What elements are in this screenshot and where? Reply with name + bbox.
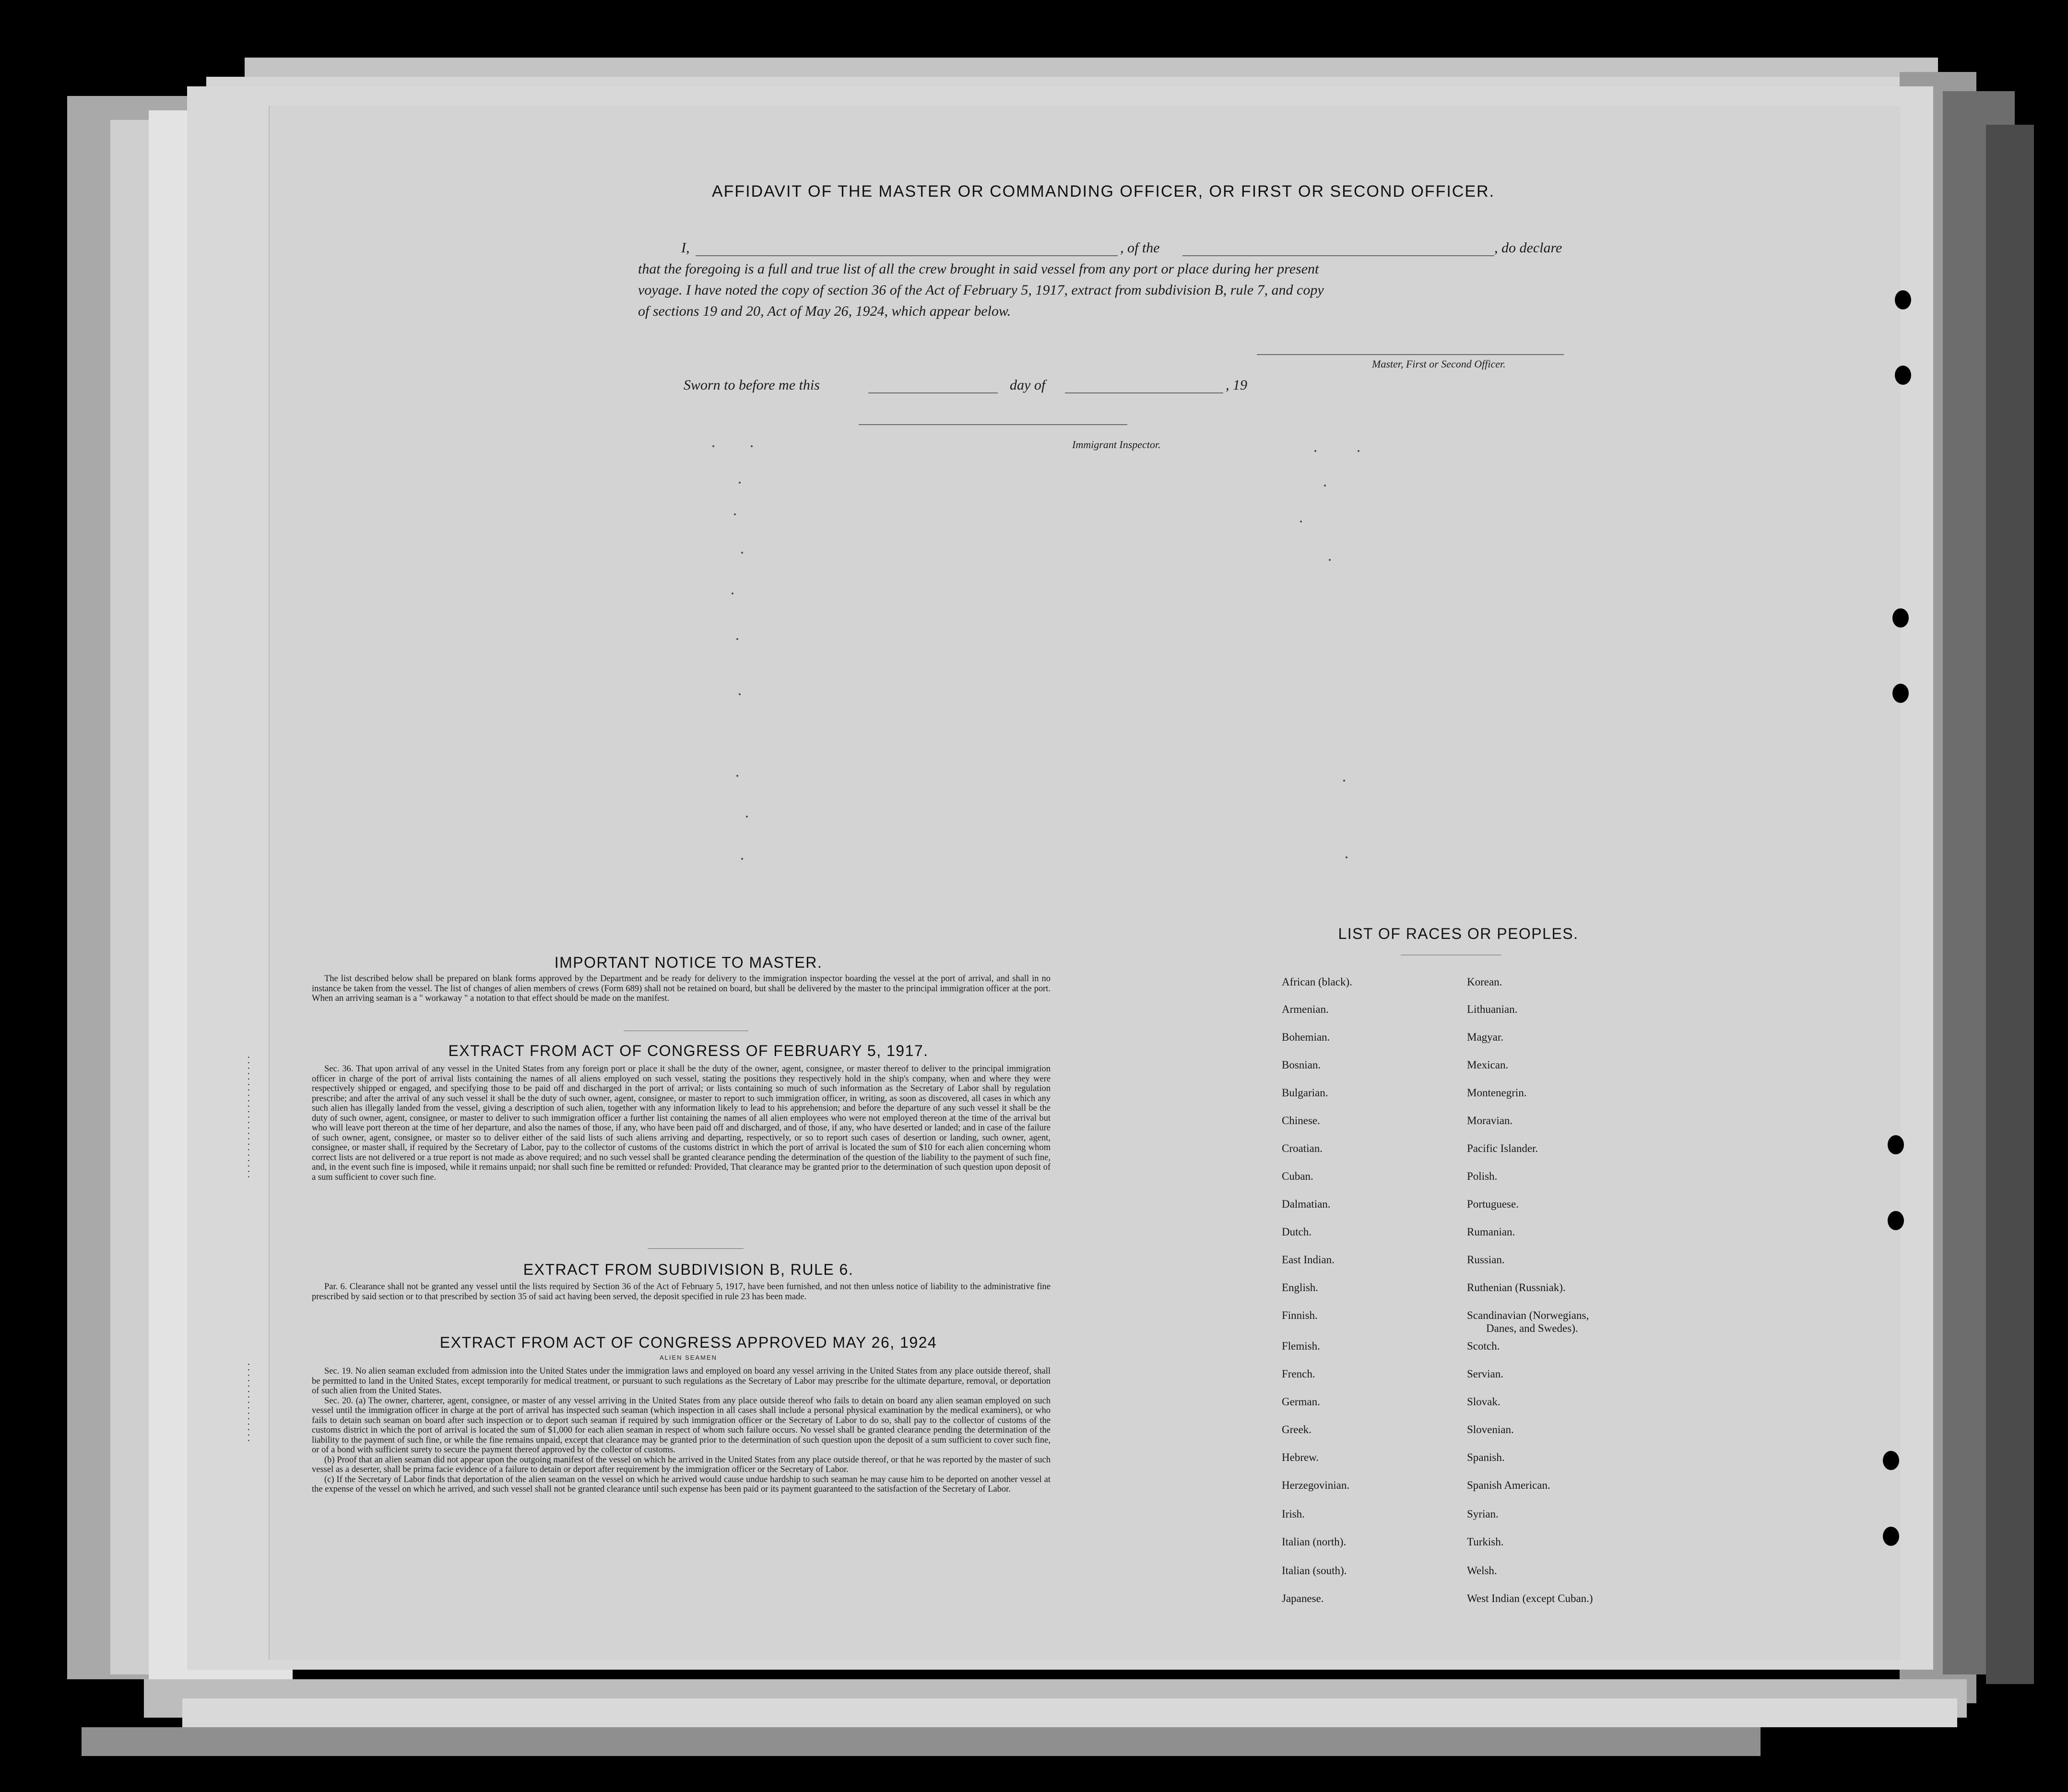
race-item: Portuguese. [1467, 1198, 1519, 1210]
punch-hole [1888, 1135, 1904, 1154]
extract-rule6-heading: EXTRACT FROM SUBDIVISION B, RULE 6. [523, 1261, 854, 1278]
inspector-caption: Immigrant Inspector. [1072, 439, 1161, 451]
signature-caption: Master, First or Second Officer. [1372, 358, 1506, 370]
sec-36-paragraph: Sec. 36. That upon arrival of any vessel in the United States from any foreign port or place it shall be the duty of the owner, agent, consignee, or master thereof to deliver to the principal immigration officer in charge of the port of arrival lists containing the names of all aliens employed on such vessel, stating the positions they respectively hold in the ship's company, when and where they were respectively shipped or engaged, and specifying those to be paid off and discharged in the port of arrival; or lists containing so much of such information as the Secretary of Labor shall by regulation prescribe; and after the arrival of any such vessel it shall be the duty of such owner, agent, consignee, or master to report to such immigration officer, in writing, as soon as discovered, all cases in which any such alien has illegally landed from the vessel, giving a description of such alien, together with any information likely to lead to his apprehension; and before the departure of any such vessel it shall be the duty of such owner, agent, consignee, or master to deliver to such immigration officer a further list containing the names of all alien employees who were not employed thereon at the time of the arrival but who will leave port thereon at the time of her departure, and also the names of those, if any, who have been paid off and discharged, and of those, if any, who have deserted or landed; and in case of the failure of such owner, agent, consignee, or master so to deliver either of the said lists of such aliens arriving and departing, respectively, or so to report such cases of desertion or landing, such owner, agent, consignee, or master shall, if required by the Secretary of Labor, pay to the collector of customs of the customs district in which the port of arrival is located the sum of $10 for each alien concerning whom correct lists are not delivered or a true report is not made as above required; and no such vessel shall be granted clearance pending the determination of the question of the liability to the payment of such fine, and, in the event such fine is imposed, while it remains unpaid; nor shall such fine be remitted or refunded: Provided, That clearance may be granted prior to the determination of such question upon deposit of a sum sufficient to cover such fine. [312, 1064, 1051, 1182]
race-item: Slovak. [1467, 1396, 1501, 1408]
race-item: Croatian. [1282, 1142, 1323, 1154]
print-mark [712, 445, 714, 447]
print-mark [741, 552, 743, 554]
print-mark [1329, 559, 1331, 561]
race-item: Rumanian. [1467, 1226, 1515, 1238]
signature-line [1257, 354, 1564, 355]
name-line [696, 255, 1118, 256]
print-mark [746, 816, 748, 818]
print-mark [739, 693, 741, 695]
race-item: Pacific Islander. [1467, 1142, 1538, 1154]
print-mark [734, 513, 736, 515]
affidavit-text: voyage. I have noted the copy of section 36 of the Act of February 5, 1917, extract from subdivision B, rule 7, and copy [638, 282, 1324, 298]
race-item: English. [1282, 1282, 1319, 1294]
par-6-paragraph: Par. 6. Clearance shall not be granted any vessel until the lists required by Section 36 of the Act of February 5, 1917, have been furnished, and not then unless notice of liability to the administrative fine prescribed by said section or to that prescribed by section 35 of said act having been served, the deposit specified in rule 23 has been made. [312, 1282, 1051, 1302]
affidavit-text: that the foregoing is a full and true list of all the crew brought in said vessel from any port or place during her present [638, 261, 1319, 277]
print-mark [1314, 450, 1316, 452]
punch-hole [1895, 290, 1911, 309]
print-mark [1300, 521, 1302, 522]
race-item: Japanese. [1282, 1592, 1324, 1604]
race-item: Lithuanian. [1467, 1003, 1518, 1015]
race-item: African (black). [1282, 976, 1352, 988]
race-item: Irish. [1282, 1508, 1305, 1520]
print-mark [751, 445, 753, 447]
race-item: West Indian (except Cuban.) [1467, 1592, 1593, 1604]
race-item: Magyar. [1467, 1031, 1504, 1043]
race-item: Herzegovinian. [1282, 1479, 1350, 1491]
day-line [868, 392, 998, 393]
race-item: Bohemian. [1282, 1031, 1330, 1043]
race-item: Slovenian. [1467, 1424, 1514, 1436]
race-item: Moravian. [1467, 1115, 1513, 1127]
race-item: Bulgarian. [1282, 1087, 1328, 1099]
race-item: Syrian. [1467, 1508, 1499, 1520]
punch-hole [1888, 1211, 1904, 1230]
race-item: Ruthenian (Russniak). [1467, 1282, 1566, 1294]
race-item: Danes, and Swedes). [1486, 1322, 1578, 1334]
affidavit-of-the: , of the [1120, 240, 1160, 256]
print-mark [736, 775, 738, 777]
print-mark [1343, 780, 1345, 782]
day-of-label: day of [1010, 377, 1046, 393]
race-item: East Indian. [1282, 1254, 1335, 1266]
affidavit-do-declare: , do declare [1494, 240, 1562, 256]
section-divider [648, 1248, 744, 1249]
margin-bleed-text: ······················· [243, 1056, 255, 1181]
year-label: , 19 [1226, 377, 1247, 393]
race-item: Spanish. [1467, 1451, 1505, 1463]
race-item: Turkish. [1467, 1536, 1504, 1548]
race-item: German. [1282, 1396, 1320, 1408]
affidavit-title: AFFIDAVIT OF THE MASTER OR COMMANDING OFFICER, OR FIRST OR SECOND OFFICER. [711, 182, 1495, 201]
sec-20b-paragraph: (b) Proof that an alien seaman did not appear upon the outgoing manifest of the vessel on which he arrived in the United States from any place outside thereof, or that he was reported by the master of such vessel as a deserter, shall be prima facie evidence of a failure to detain or deport after requirement by the immigration officer or the Secretary of Labor. [312, 1455, 1051, 1474]
extract-1924-body [312, 1366, 1051, 1495]
punch-hole [1892, 684, 1909, 703]
race-item: Italian (south). [1282, 1565, 1347, 1577]
back-page-edge [82, 1727, 1761, 1756]
punch-hole [1895, 366, 1911, 385]
race-item: French. [1282, 1368, 1315, 1380]
print-mark [741, 858, 743, 860]
race-item: Flemish. [1282, 1340, 1320, 1352]
extract-1917-body [312, 1064, 1051, 1182]
affidavit-text: of sections 19 and 20, Act of May 26, 1924, which appear below. [638, 303, 1011, 319]
race-item: Servian. [1467, 1368, 1504, 1380]
back-page-edge [182, 1698, 1957, 1727]
notice-paragraph: The list described below shall be prepared on blank forms approved by the Department and be ready for delivery to the immigration inspector boarding the vessel at the port of arrival, and shall in no instance be taken from the vessel. The list of changes of alien members of crews (Form 689) shall not be retained on board, but shall be delivered by the master to the principal immigration officer at the port. When an arriving seaman is a " workaway " a notation to that effect should be made on the manifest. [312, 974, 1051, 1003]
vessel-line [1182, 255, 1494, 256]
extract-1924-heading: EXTRACT FROM ACT OF CONGRESS APPROVED MAY 26, 1924 [439, 1334, 937, 1351]
race-item: Korean. [1467, 976, 1502, 988]
print-mark [1358, 450, 1359, 452]
race-item: Cuban. [1282, 1170, 1313, 1182]
race-item: Scotch. [1467, 1340, 1500, 1352]
month-line [1065, 392, 1223, 393]
punch-hole [1883, 1451, 1899, 1470]
print-mark [739, 482, 741, 484]
print-mark [1324, 485, 1326, 487]
race-item: Chinese. [1282, 1115, 1320, 1127]
print-mark [732, 593, 733, 594]
sec-20c-paragraph: (c) If the Secretary of Labor finds that deportation of the alien seaman on the vessel on which he arrived would cause undue hardship to such seaman he may cause him to be deported on another vessel at the expense of the vessel on which he arrived, and such vessel shall not be granted clearance until such expense has been paid or its payment guaranteed to the satisfaction of the Secretary of Labor. [312, 1474, 1051, 1494]
punch-hole [1892, 608, 1909, 628]
race-item: Hebrew. [1282, 1451, 1319, 1463]
notice-body [312, 974, 1051, 1004]
race-item: Welsh. [1467, 1565, 1497, 1577]
alien-seamen-subtitle: ALIEN SEAMEN [659, 1354, 718, 1361]
inspector-line [859, 424, 1127, 425]
race-item: Armenian. [1282, 1003, 1329, 1015]
print-mark [1346, 856, 1347, 858]
race-item: Montenegrin. [1467, 1087, 1527, 1099]
back-page-edge [1986, 125, 2034, 1684]
race-item: Bosnian. [1282, 1059, 1321, 1071]
race-item: Italian (north). [1282, 1536, 1347, 1548]
race-item: Polish. [1467, 1170, 1498, 1182]
sec-20a-paragraph: Sec. 20. (a) The owner, charterer, agent, consignee, or master of any vessel arriving in the United States from any place outside thereof who fails to detain on board any alien seaman employed on such vessel until the immigration officer in charge at the port of arrival has inspected such seaman (which inspection in all cases shall include a personal physical examination by the medical examiners), or who fails to detain such seaman on board after such inspection or to deport such seaman if required by such immigration officer or the Secretary of Labor to do so, shall pay to the collector of customs of the customs district in which the port of arrival is located the sum of $1,000 for each alien seaman in respect of whom such failure occurs. No vessel shall be granted clearance pending the determination of the liability to the payment of such fine, or while the fine remains unpaid, except that clearance may be granted prior to the determination of such question upon the deposit of a sum sufficient to cover such fine, or of a bond with sufficient surety to secure the payment thereof approved by the collector of customs. [312, 1396, 1051, 1455]
race-item: Finnish. [1282, 1309, 1318, 1321]
race-item: Russian. [1467, 1254, 1505, 1266]
race-item: Dalmatian. [1282, 1198, 1331, 1210]
punch-hole [1883, 1527, 1899, 1546]
race-item: Spanish American. [1467, 1479, 1550, 1491]
race-item: Greek. [1282, 1424, 1312, 1436]
race-item: Mexican. [1467, 1059, 1509, 1071]
sworn-label: Sworn to before me this [684, 377, 820, 393]
notice-heading: IMPORTANT NOTICE TO MASTER. [554, 954, 823, 971]
extract-1917-heading: EXTRACT FROM ACT OF CONGRESS OF FEBRUARY 5, 1917. [448, 1042, 929, 1059]
race-item: Scandinavian (Norwegians, [1467, 1309, 1589, 1321]
extract-rule6-body [312, 1282, 1051, 1302]
race-item: Dutch. [1282, 1226, 1312, 1238]
margin-bleed-text: ··············· [243, 1363, 255, 1444]
affidavit-i-label: I, [681, 240, 690, 256]
sec-19-paragraph: Sec. 19. No alien seaman excluded from admission into the United States under the immigration laws and employed on board any vessel arriving in the United States from any place outside thereof, shall be permitted to land in the United States, except temporarily for medical treatment, or pursuant to such regulations as the Secretary of Labor may prescribe for the ultimate departure, removal, or deportation of such alien from the United States. [312, 1366, 1051, 1396]
races-heading: LIST OF RACES OR PEOPLES. [1338, 925, 1579, 942]
print-mark [736, 638, 738, 640]
